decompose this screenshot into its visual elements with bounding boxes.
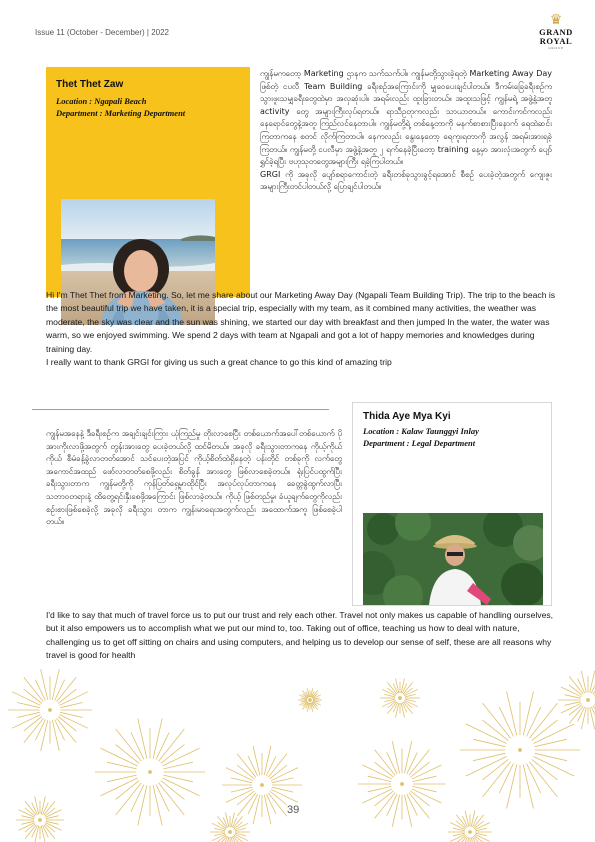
profile1-english-text (46, 289, 556, 369)
firework-ray (534, 757, 575, 777)
firework-ray (159, 729, 185, 761)
profile-department: Department : Marketing Department (56, 108, 186, 118)
profile2-english-text (46, 609, 556, 663)
profile-location: Location : Ngapali Beach (56, 96, 147, 106)
firework-ray (466, 757, 507, 777)
profile1-english-thanks: I really want to thank GRGI for giving us such a great chance to go this kind of amazing trip (46, 357, 392, 368)
firework-ray (396, 679, 399, 694)
firework-ray (483, 762, 511, 797)
firework-ray (162, 748, 199, 766)
firework-center (399, 697, 402, 700)
logo-line-2: ROYAL (539, 36, 573, 46)
profile-card-thet-thet-zaw (46, 67, 250, 297)
firework-center (469, 831, 472, 834)
logo-line-3: GROUP (548, 46, 564, 50)
profile-meta (56, 95, 185, 119)
grand-royal-logo (532, 14, 580, 51)
firework-ray (507, 692, 517, 736)
firework-ray (138, 718, 147, 758)
profile1-myanmar-text: ကျွန်မကတော့ Marketing ဌာနက သက်သက်ပါ။ ကျွန်မတို့သွားခဲ့ရတဲ့ Marketing Away Day ဖြစ်တဲ့ ငပလီ Team Building ခရီးစဉ်အကြောင်းကို မျှဝေပေးချင်ပါတယ်။ ဒီကမ်းခြေခရီးစဉ်က သွားဖူးသမျှခရီးတွေထဲမှာ အလှဆုံးပါ။ အရမ်းလည်း ထူးခြားတယ်။ အထူးသဖြင့် ကျွန်မရဲ့ အဖွဲ့နဲ့အတူ activity တွေ အများကြီးလုပ်ရတယ်။ ရာသီဥတုကလည်း သာယာတယ်။ ကောင်းကင်ကလည်း နေရောင်တွေနဲ့အတူ ကြည်လင်နေတာပါ။ ကျွန်မတို့ရဲ့ တစ်နေ့တာကို မနက်စာစားပြီးနောက် ရေထဲဆင်းကြတာကနေ စတင် လိုက်ကြတာပါ။ နေကလည်း နွေးနေတော့ ရေကူးရတာကို အလွန် အရမ်းအားရခဲ့ကြတယ်။ ကျွန်မတို့ ငပလီမှာ အဖွဲ့နဲ့အတူ ၂ ရက်နေခဲ့ပြီးတော့ training နေ့မှာ အားလုံးအတွက် ပျော်ရွှင်ခဲ့ရပြီး ဗဟုသုတတွေအများကြီး ရခဲ့ကြပါတယ်။ GRGI ကို အခုလို ပျော်စရာကောင်းတဲ့ ခရီးတစ်ခုသွားခွင့်ရအောင် စီစဉ် ပေးခဲ့တဲ့အတွက် ကျေးဇူးအများကြီးတင်ပါတယ်လို့ ပြောချင်ပါတယ်။ (260, 69, 552, 192)
firework-ray (523, 692, 533, 736)
profile-card-thida-aye-mya-kyi (352, 402, 552, 606)
firework-ray (404, 795, 411, 827)
profile-location: Location : Kalaw Taunggyi Inlay (363, 426, 479, 436)
firework-ray (253, 795, 260, 824)
firework-ray (153, 718, 162, 758)
firework-ray (52, 720, 59, 751)
firework-center (149, 771, 152, 774)
firework-ray (465, 811, 469, 827)
firework-ray (162, 778, 199, 796)
profile-name: Thida Aye Mya Kyi (363, 411, 451, 422)
issue-label: Issue 11 (October - December) | 2022 (35, 28, 169, 37)
firework-ray (52, 669, 59, 700)
crown-icon: ♛ (549, 13, 563, 28)
firework-ray (591, 678, 595, 693)
profile-meta (363, 425, 479, 449)
profile2-english-paragraph: I'd like to say that much of travel force us to put our trust and rely each other. Travel not only makes us capable of handling ourselves, but it also empowers us to accomplish what we put our mind to, too. Taking out of office, teaching us how to deal with nature, challenging us to get off sitting on chairs and using computers, and helping us to develop our sense of self, these are all reasons why travel is good for health (46, 610, 554, 661)
firework-center (39, 819, 42, 822)
firework-center (261, 784, 264, 787)
profile-name: Thet Thet Zaw (56, 79, 124, 90)
firework-ray (116, 729, 142, 761)
firework-ray (404, 741, 411, 773)
firework-center (587, 699, 590, 702)
firework-ray (41, 797, 45, 815)
firework-ray (153, 785, 162, 825)
firework-ray (534, 724, 575, 744)
firework-ray (138, 785, 147, 825)
firework-ray (590, 671, 595, 693)
firework-center (49, 709, 52, 712)
firework-ray (35, 826, 39, 842)
hiking-photo (363, 513, 543, 605)
firework-ray (253, 746, 260, 775)
firework-center (309, 699, 312, 702)
firework-ray (100, 778, 137, 796)
firework-ray (523, 765, 533, 809)
firework-ray (159, 783, 185, 815)
firework-ray (591, 707, 595, 722)
profile1-english-paragraph: Hi I'm Thet Thet from Marketing. So, let me share about our Marketing Away Day (Ngapali Team Building Trip). The trip to the beach is the most beautiful trip we have taken, it is a special trip, especially with my team, as it combined many activities, the weather was moderate, the sky was clear and the sun was shining, we started our day with breakfast and then jumped In the water, the water was warm, so we enjoyed swimming. We spend 2 days with team at Ngapali and got a lot of happy memories and knowledges during training day. (46, 290, 556, 354)
firework-ray (483, 703, 511, 738)
firework-ray (264, 795, 271, 824)
firework-ray (590, 707, 595, 729)
firework-ray (507, 765, 517, 809)
profile-department: Department : Legal Department (363, 438, 476, 448)
firework-ray (100, 748, 137, 766)
firework-ray (392, 741, 399, 773)
firework-ray (35, 797, 39, 815)
profile2-myanmar-text: ကျွန်မအနေနဲ့ ဒီခရီးစဉ်က အချင်းချင်းကြား ယုံကြည်မှု တိုးလာစေပြီး တစ်ယောက်အပေါ်တစ်ယောက် ပိုအားကိုးလာဖို့အတွက် တွန်းအားတွေ ပေးခဲ့တယ်လို့ ထင်မိတယ်။ အခုလို ခရီးသွားတာကနေ ကိုယ့်ကိုယ်ကိုယ် စီမံခန့်ခွဲလာတတ်အောင် သင်ပေးတဲ့အပြင် ကိုယ့်စိတ်ထဲရှိနေတဲ့ ပန်းတိုင် တစ်ခုကို လက်တွေ့အကောင်အထည် ဖော်လာတတ်စေဖို့လည်း စိတ်ခွန် အားတွေ ဖြစ်လာစေခဲ့တယ်။ ရုံးပြင်ပထွက်ပြီး ခရီးသွားတာက ကျွန်မတို့ကို ကုန်ပြတ်ရှေ့မှာထိုင်ပြီး အလုပ်လုပ်တာကနေ ခေတ္တခွဲထွက်လာပြီး သဘာဝတရားနဲ့ ထိတွေ့ရင်းနှီးစေဖို့အကြောင်း ဖြစ်လာခဲ့တယ်။ ကိုယ့် ဖြစ်တည်မှု၊ ခံယူချက်တွေကိုလည်း စဉ်းစားဖြစ်စေခဲ့လို့ အခုလို ခရီးသွား တာက ကျွန်းမာရေးအတွက်လည်း အထောက်အကူ ဖြစ်စေခဲ့ပါတယ်။ (46, 429, 342, 527)
firework-ray (466, 724, 507, 744)
firework-ray (471, 811, 475, 827)
firework-ray (41, 826, 45, 842)
firework-ray (116, 783, 142, 815)
firework-center (401, 783, 404, 786)
firework-ray (231, 813, 234, 828)
firework-ray (392, 795, 399, 827)
firework-ray (264, 746, 271, 775)
firework-ray (41, 669, 48, 700)
firework-ray (401, 703, 404, 718)
firework-ray (581, 707, 586, 729)
page-number: 39 (287, 804, 300, 816)
firework-ray (581, 671, 586, 693)
firework-ray (396, 703, 399, 718)
firework-ray (529, 703, 557, 738)
firework-center (519, 749, 522, 752)
firework-ray (41, 720, 48, 751)
section-divider (32, 409, 329, 410)
firework-ray (226, 813, 229, 828)
firework-center (229, 831, 232, 834)
firework-ray (529, 762, 557, 797)
firework-ray (401, 679, 404, 694)
logo-line-1: GRAND (539, 27, 573, 37)
